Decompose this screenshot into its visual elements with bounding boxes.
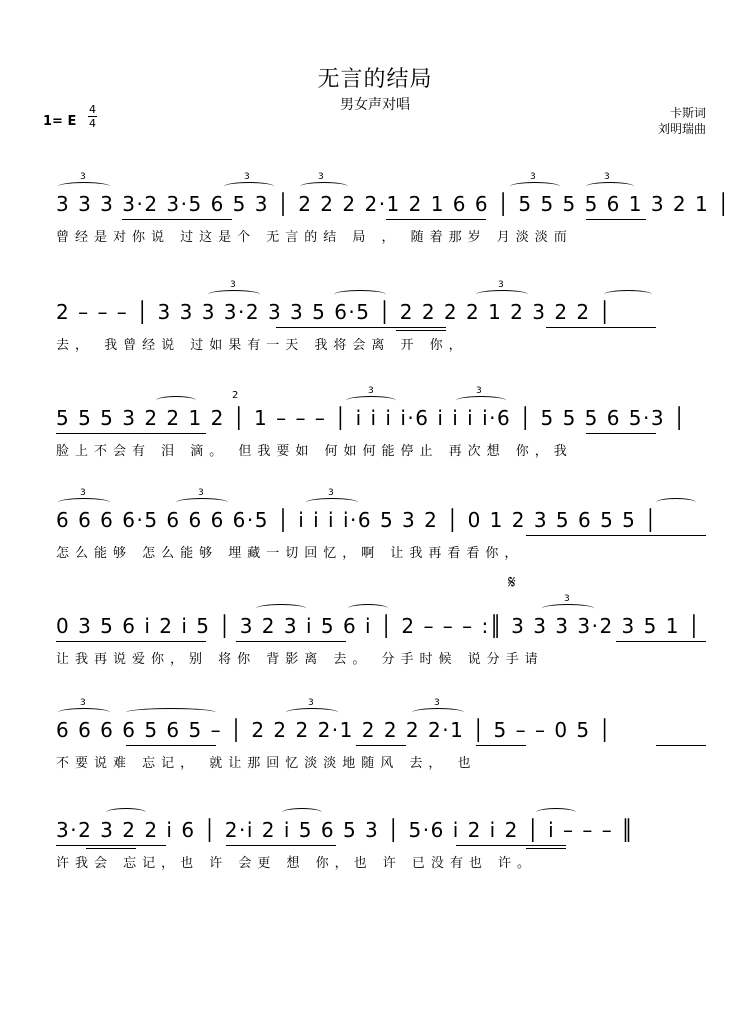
slur	[476, 290, 528, 299]
triplet-mark: 3	[318, 172, 324, 182]
slur	[58, 708, 110, 717]
triplet-mark: 3	[530, 172, 536, 182]
beam	[56, 641, 206, 642]
lyrics-row-2: 去， 我曾经说 过如果有一天 我将会离 开 你，	[56, 338, 468, 353]
triplet-mark: 3	[328, 488, 334, 498]
segno-sign: 𝄋	[508, 572, 516, 593]
triplet-mark: 3	[476, 386, 482, 396]
notation-row-3: 5 5 5 3 2 2 1 2 │ 1 – – – │ i i i i·6 i i i i·6 │ 5 5 5 6 5·3 │	[56, 406, 687, 430]
slur	[300, 182, 348, 191]
slur	[542, 604, 594, 613]
beam	[476, 745, 526, 746]
lyrics-row-3: 脸上不会有 泪 滴。 但我要如 何如何能停止 再次想 你，我	[56, 444, 573, 459]
triplet-mark: 3	[80, 488, 86, 498]
beam	[546, 327, 656, 328]
slur	[126, 708, 216, 717]
beam	[226, 845, 336, 846]
beam	[126, 745, 216, 746]
slur	[348, 604, 388, 613]
beam	[56, 433, 206, 434]
lyricist-credit: 卡斯词	[669, 106, 706, 120]
slur	[224, 182, 274, 191]
triplet-mark: 3	[244, 172, 250, 182]
slur	[604, 290, 652, 299]
slur	[58, 182, 110, 191]
triplet-mark: 3	[564, 594, 570, 604]
beam	[586, 219, 646, 220]
triplet-mark: 3	[368, 386, 374, 396]
song-title: 无言的结局	[317, 67, 433, 92]
beam	[396, 330, 446, 331]
slur	[412, 708, 464, 717]
beam	[656, 745, 706, 746]
time-signature-bottom: 4	[89, 117, 96, 130]
slur	[586, 182, 634, 191]
lyrics-row-5: 让我再说爱你，别 将你 背影离 去。 分手时候 说分手请	[56, 652, 544, 667]
beam	[386, 219, 486, 220]
beam	[56, 845, 166, 846]
lyrics-row-1: 曾经是对你说 过这是个 无言的结 局 ， 随着那岁 月淡淡而	[56, 230, 573, 245]
triplet-mark: 3	[198, 488, 204, 498]
beam	[616, 641, 706, 642]
time-signature-top: 4	[89, 103, 96, 116]
slur	[256, 604, 306, 613]
beam	[586, 433, 656, 434]
volta-bracket-2: 2	[232, 390, 239, 401]
beam	[122, 219, 232, 220]
notation-row-1: 3 3 3 3·2 3·5 6 5 3 │ 2 2 2 2·1 2 1 6 6 │ 5 5 5 5 6 1 3 2 1 │	[56, 192, 731, 216]
slur	[306, 498, 358, 507]
slur	[176, 498, 228, 507]
lyrics-row-7: 许我会 忘记，也 许 会更 想 你，也 许 已没有也 许。	[56, 856, 537, 871]
triplet-mark: 3	[80, 698, 86, 708]
lyrics-row-4: 怎么能够 怎么能够 埋藏一切回忆，啊 让我再看看你，	[56, 546, 524, 561]
triplet-mark: 3	[308, 698, 314, 708]
slur	[286, 708, 338, 717]
notation-row-2: 2 – – – │ 3 3 3 3·2 3 3 5 6·5 │ 2 2 2 2 1 2 3 2 2 │	[56, 300, 613, 324]
key-signature: 1= E	[43, 114, 77, 129]
slur	[156, 396, 196, 405]
slur	[334, 290, 386, 299]
notation-row-4: 6 6 6 6·5 6 6 6 6·5 │ i i i i·6 5 3 2 │ 0 1 2 3 5 6 5 5 │	[56, 508, 658, 532]
notation-row-6: 6 6 6 6 5 6 5 – │ 2 2 2 2·1 2 2 2 2·1 │ 5 – – 0 5 │	[56, 718, 613, 742]
slur	[510, 182, 560, 191]
triplet-mark: 3	[604, 172, 610, 182]
notation-row-5: 0 3 5 6 i 2 i 5 │ 3 2 3 i 5 6 i │ 2 – – – :║ 3 3 3 3·2 3 5 1 │	[56, 614, 702, 638]
triplet-mark: 3	[80, 172, 86, 182]
slur	[58, 498, 110, 507]
triplet-mark: 3	[230, 280, 236, 290]
slur	[456, 396, 506, 405]
notation-row-7: 3·2 3 2 2 i 6 │ 2·i 2 i 5 6 5 3 │ 5·6 i 2 i 2 │ i – – – ║	[56, 818, 635, 842]
composer-credit: 刘明瑞曲	[657, 122, 706, 136]
slur	[346, 396, 396, 405]
slur	[208, 290, 260, 299]
beam	[526, 535, 706, 536]
beam	[356, 745, 406, 746]
beam	[236, 641, 346, 642]
slur	[106, 808, 146, 817]
slur	[536, 808, 576, 817]
beam	[276, 327, 446, 328]
slur	[656, 498, 696, 507]
time-signature	[88, 104, 97, 129]
beam	[456, 845, 566, 846]
beam	[86, 848, 136, 849]
slur	[282, 808, 322, 817]
lyrics-row-6: 不要说难 忘记， 就让那回忆淡淡地随风 去， 也	[56, 756, 477, 771]
triplet-mark: 3	[498, 280, 504, 290]
song-subtitle: 男女声对唱	[340, 97, 410, 113]
beam	[526, 848, 566, 849]
triplet-mark: 3	[434, 698, 440, 708]
